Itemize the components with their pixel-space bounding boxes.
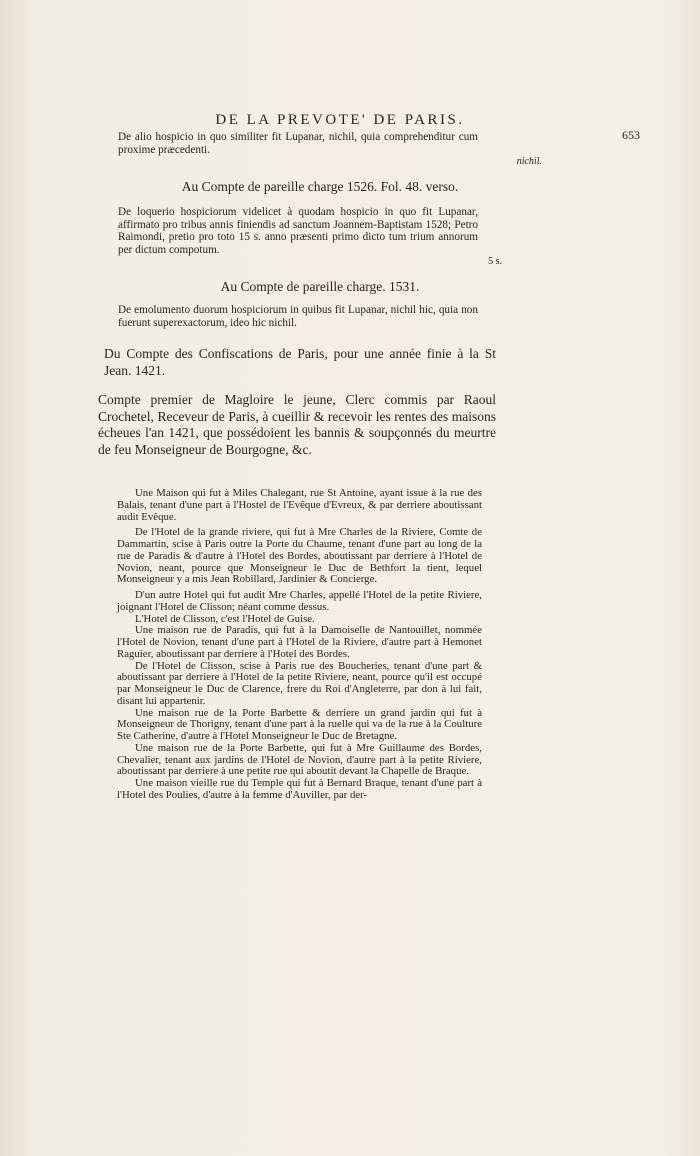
entry-item: De l'Hotel de Clisson, scise à Paris rue des Boucheries, tenant d'une part & aboutissant par derriere à l'Hotel de la petite Riviere, neant, pource qu'il est occupé par Monseigneur le Duc de Clarence, frere du Roi d'Angleterre, par don à lui fait, disant lui appartenir. — [117, 659, 482, 707]
section-heading-1526: Au Compte de pareille charge 1526. Fol. 48. verso. — [181, 179, 459, 194]
entry-item: L'Hotel de Clisson, c'est l'Hotel de Guise. — [135, 612, 315, 625]
section-heading-compte-premier: Compte premier de Magloire le jeune, Clerc commis par Raoul Crochetel, Receveur de Paris, à cueillir & recevoir les rentes des maisons écheues l'an 1421, que possédoient les bannis & soupçonnés du meurtre de feu Monseigneur de Bourgogne, &c. — [98, 392, 496, 457]
paragraph-latin-1 — [118, 131, 542, 169]
entry-item: Une maison vieille rue du Temple qui fut à Bernard Braque, tenant d'une part à l'Hotel des Poulies, d'autre à la femme d'Auviller, par der- — [117, 777, 482, 801]
entry-item: De l'Hotel de la grande riviere, qui fut à Mre Charles de la Riviere, Comte de Dammartin, scise à Paris outre la Porte du Chaume, tenant d'une part au long de la rue de Paradis & d'autre à l'Hotel des Bordes, aboutissant par derriere à l'Hotel de Novion, neant, pource que Monseigneur le Duc de Bethfort la tient, lequel Monseigneur y a mis Jean Robillard, Jardinier & Concierge. — [117, 526, 482, 586]
paragraph-latin-2 — [118, 206, 502, 269]
paragraph-latin-1-text: De alio hospicio in quo similiter fit Lupanar, nichil, quia comprehenditur cum proxime præcedenti. — [118, 131, 478, 156]
running-header: DE LA PREVOTE' DE PARIS. — [215, 112, 465, 128]
paragraph-latin-3: De emolumento duorum hospiciorum in quibus fit Lupanar, nichil hic, quia non fuerunt superexactorum, ideo hic nichil. — [118, 304, 478, 329]
section-heading-1531: Au Compte de pareille charge. 1531. — [220, 279, 420, 294]
page-number: 653 — [622, 128, 640, 142]
amount-sum: 5 s. — [488, 256, 502, 268]
entry-item: Une Maison qui fut à Miles Chalegant, rue St Antoine, ayant issue à la rue des Balais, tenant d'une part à l'Hostel de l'Evêque d'Evreux, & par derriere aboutissant audit Evêque. — [117, 487, 482, 523]
entry-item: Une maison rue de la Porte Barbette, qui fut à Mre Guillaume des Bordes, Chevalier, tenant aux jardins de l'Hotel de Novion, d'autre part à la petite Riviere, aboutissant par derriere à une petite rue qui aboutit devant la Chapelle de Braque. — [117, 741, 482, 778]
paragraph-latin-2-text: De loquerio hospiciorum videlicet à quodam hospicio in quo fit Lupanar, affirmato pro tribus annis finiendis ad sanctum Joannem-Baptistam 1528; Petro Raimondi, pretio pro toto 15 s. anno præsenti primo dicto tum trium annorum per dictum compotum. — [118, 206, 478, 256]
entry-item: Une maison rue de Paradis, qui fut à la Damoiselle de Nantouillet, nommée l'Hotel de Novion, tenant d'une part à l'Hotel de la Riviere, d'autre part à Hemonet Raguier, aboutissant par derriere à l'Hotel des Bordes. — [117, 624, 482, 660]
entry-item: D'un autre Hotel qui fut audit Mre Charles, appellé l'Hotel de la petite Riviere, joignant l'Hotel de Clisson; néant comme dessus. — [117, 589, 482, 613]
entries-list — [117, 488, 482, 802]
section-heading-confiscations: Du Compte des Confiscations de Paris, pour une année finie à la St Jean. 1421. — [104, 346, 496, 378]
entry-item: Une maison rue de la Porte Barbette & derriere un grand jardin qui fut à Monseigneur de Thorigny, tenant d'une part à la ruelle qui va de la rue à la Coulture Ste Catherine, d'autre à l'Hotel Monseigneur le Duc de Bretagne. — [117, 706, 482, 742]
margin-note-nichil: nichil. — [516, 156, 542, 168]
